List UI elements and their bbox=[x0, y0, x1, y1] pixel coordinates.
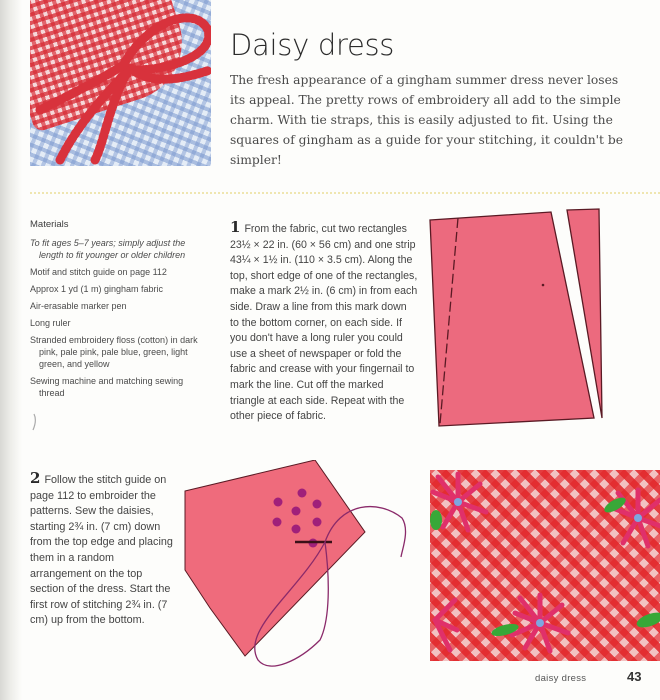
step-text: Follow the stitch guide on page 112 to embroider the patterns. Sew the daisies, starting 2¾ in. (7 cm) down from the top edge and placing them in a random arrangement on the top section of the dress. Start the first row of stitching 2¾ in. (7 cm) up from the bottom. bbox=[30, 474, 173, 627]
step-number: 1 bbox=[230, 218, 241, 236]
materials-item: Air-erasable marker pen bbox=[30, 301, 127, 311]
materials-heading: Materials bbox=[30, 219, 69, 230]
intro-paragraph: The fresh appearance of a gingham summer dress never loses its appeal. The pretty rows of embroidery all add to the simple charm. With tie straps, this is easily adjusted to fit. Using the squares of gingham as a guide for your stitching, it couldn't be simpler! bbox=[230, 73, 624, 167]
materials-item: Sewing machine and matching sewing thread bbox=[30, 376, 184, 398]
fabric-panel-icon bbox=[430, 212, 594, 426]
materials-item: Motif and stitch guide on page 112 bbox=[30, 267, 167, 277]
step-2 bbox=[30, 471, 178, 629]
step-number: 2 bbox=[30, 469, 41, 487]
daisy-stitch-diagram bbox=[180, 460, 430, 700]
materials-item: Approx 1 yd (1 m) gingham fabric bbox=[30, 284, 164, 294]
gingham-bow-photo bbox=[30, 0, 211, 166]
embroidered-daisies-photo bbox=[430, 470, 660, 661]
page-title: Daisy dress bbox=[230, 28, 395, 62]
step-1 bbox=[230, 220, 418, 425]
skirt-cutting-diagram bbox=[420, 200, 660, 460]
page-binding-shadow bbox=[0, 0, 22, 700]
pencil-mark-icon bbox=[31, 413, 37, 431]
bow-tie-strap-icon bbox=[30, 0, 211, 166]
running-title: daisy dress bbox=[535, 673, 587, 684]
materials-item: Stranded embroidery floss (cotton) in dark pink, pale pink, pale blue, green, light green, and yellow bbox=[30, 335, 198, 369]
materials-item: Long ruler bbox=[30, 318, 71, 328]
step-text: From the fabric, cut two rectangles 23½ × 22 in. (60 × 56 cm) and one strip 43¼ × 1½ in. (110 × 3.5 cm). Along the top, short edge of one of the rectangles, make a mark 2½ in. (6 cm) in from each side. Draw a line from this mark down to the bottom corner, on each side. If you don't have a long ruler you could use a sheet of newspaper or fold the fabric and crease with your fingernail to mark the line. Cut off the marked triangle at each side. Repeat with the other piece of fabric. bbox=[230, 223, 418, 423]
fabric-piece-icon bbox=[185, 460, 365, 656]
page-number: 43 bbox=[627, 669, 642, 684]
embroidered-daisy-icon bbox=[430, 470, 660, 661]
materials-list bbox=[30, 219, 205, 404]
dotted-separator bbox=[30, 192, 660, 194]
materials-item: To fit ages 5–7 years; simply adjust the length to fit younger or older children bbox=[30, 238, 186, 260]
